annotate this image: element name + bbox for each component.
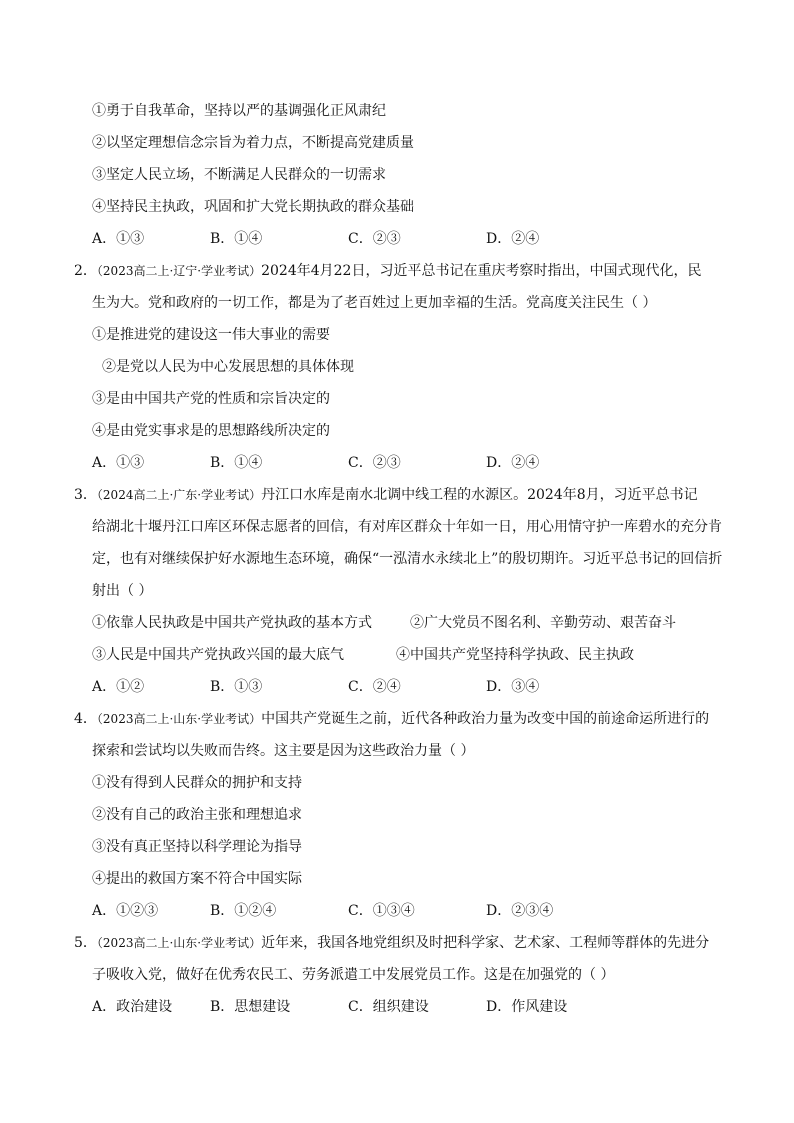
- q2-answer-c: C．②③: [348, 455, 401, 471]
- q4-answer-b: B．①②④: [210, 903, 277, 919]
- question-source: （2023高二上·辽宁·学业考试）: [96, 264, 262, 278]
- question-number: 3．: [74, 487, 97, 503]
- question-number: 4．: [74, 711, 97, 727]
- q2-answer-a: A．①③: [92, 455, 145, 471]
- q4-answer-a: A．①②③: [92, 903, 159, 919]
- q3-answer-a: A．①②: [92, 679, 145, 695]
- q1-answer-d: D．②④: [486, 231, 540, 247]
- q2-option-2: ②是党以人民为中心发展思想的具体体现: [102, 359, 354, 375]
- question-stem: 近年来，我国各地党组织及时把科学家、艺术家、工程师等群体的先进分: [261, 935, 710, 951]
- q1-option-2: ②以坚定理想信念宗旨为着力点，不断提高党建质量: [92, 135, 414, 151]
- q3-option-2: ②广大党员不图名利、辛勤劳动、艰苦奋斗: [410, 615, 676, 631]
- q1-option-4: ④坚持民主执政，巩固和扩大党长期执政的群众基础: [92, 199, 414, 215]
- q2-first-line: [74, 261, 701, 281]
- q5-answer-b: B．思想建设: [210, 999, 291, 1015]
- question-number: 5．: [74, 935, 97, 951]
- q3-answer-d: D．③④: [486, 679, 540, 695]
- q4-option-4: ④提出的救国方案不符合中国实际: [92, 871, 302, 887]
- q3-option-1: ①依靠人民执政是中国共产党执政的基本方式: [92, 615, 372, 631]
- q1-option-1: ①勇于自我革命，坚持以严的基调强化正风肃纪: [92, 103, 386, 119]
- q3-stem-line-3: 定，也有对继续保护好水源地生态环境，确保“一泓清水永续北上”的殷切期许。习近平总书记的回信折: [92, 551, 723, 567]
- q2-answer-b: B．①④: [210, 455, 263, 471]
- q4-option-1: ①没有得到人民群众的拥护和支持: [92, 775, 302, 791]
- q1-option-3: ③坚定人民立场，不断满足人民群众的一切需求: [92, 167, 386, 183]
- q1-answer-b: B．①④: [210, 231, 263, 247]
- q3-answer-c: C．②④: [348, 679, 401, 695]
- q4-option-2: ②没有自己的政治主张和理想追求: [92, 807, 302, 823]
- q3-first-line: [74, 485, 698, 505]
- q5-answer-c: C．组织建设: [348, 999, 429, 1015]
- question-source: （2024高二上·广东·学业考试）: [96, 488, 262, 502]
- q2-option-3: ③是由中国共产党的性质和宗旨决定的: [92, 391, 330, 407]
- question-source: （2023高二上·山东·学业考试）: [96, 936, 262, 950]
- q3-answer-b: B．①③: [210, 679, 263, 695]
- question-stem: 中国共产党诞生之前，近代各种政治力量为改变中国的前途命运所进行的: [261, 711, 710, 727]
- question-source: （2023高二上·山东·学业考试）: [96, 712, 262, 726]
- q2-stem-line-2: 生为大。党和政府的一切工作，都是为了老百姓过上更加幸福的生活。党高度关注民生（ ）: [92, 295, 657, 311]
- question-number: 2．: [74, 263, 97, 279]
- q4-stem-line-2: 探索和尝试均以失败而告终。这主要是因为这些政治力量（ ）: [92, 743, 475, 759]
- q1-answer-a: A．①③: [92, 231, 145, 247]
- q4-answer-d: D．②③④: [486, 903, 554, 919]
- q2-answer-d: D．②④: [486, 455, 540, 471]
- q3-option-3: ③人民是中国共产党执政兴国的最大底气: [92, 647, 344, 663]
- q5-answer-d: D．作风建设: [486, 999, 568, 1015]
- q3-stem-line-4: 射出（ ）: [92, 583, 153, 599]
- q5-first-line: [74, 933, 709, 953]
- q4-answer-c: C．①③④: [348, 903, 415, 919]
- q5-answer-a: A．政治建设: [92, 999, 173, 1015]
- question-stem: 丹江口水库是南水北调中线工程的水源区。2024年8月，习近平总书记: [261, 487, 698, 503]
- q2-option-1: ①是推进党的建设这一伟大事业的需要: [92, 327, 330, 343]
- q5-stem-line-2: 子吸收入党，做好在优秀农民工、劳务派遣工中发展党员工作。这是在加强党的（ ）: [92, 967, 615, 983]
- q3-option-4: ④中国共产党坚持科学执政、民主执政: [396, 647, 634, 663]
- q2-option-4: ④是由党实事求是的思想路线所决定的: [92, 423, 330, 439]
- q4-first-line: [74, 709, 709, 729]
- q1-answer-c: C．②③: [348, 231, 401, 247]
- question-stem: 2024年4月22日，习近平总书记在重庆考察时指出，中国式现代化，民: [261, 263, 702, 279]
- q3-stem-line-2: 给湖北十堰丹江口库区环保志愿者的回信，有对库区群众十年如一日，用心用情守护一库碧水的充分肯: [92, 519, 722, 535]
- q4-option-3: ③没有真正坚持以科学理论为指导: [92, 839, 302, 855]
